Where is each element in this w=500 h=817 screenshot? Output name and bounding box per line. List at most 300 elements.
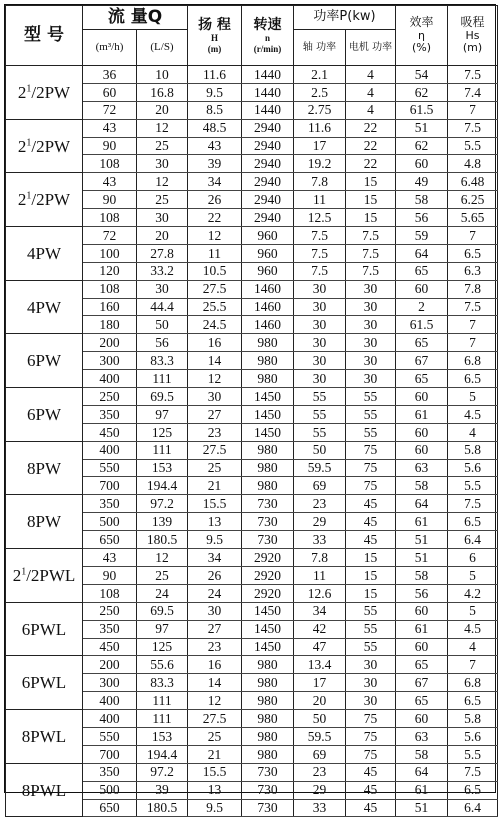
header-model: 型 号	[6, 6, 83, 66]
header-flow: 流 量Q	[83, 6, 188, 30]
cell-flow-ls: 10	[137, 66, 188, 84]
cell-flow-ls: 194.4	[137, 745, 188, 763]
table-row	[6, 441, 498, 459]
cell-efficiency: 67	[396, 352, 448, 370]
cell-head: 12	[188, 227, 242, 245]
cell-shaft-power: 50	[294, 710, 346, 728]
cell-suction: 4.5	[448, 405, 498, 423]
cell-head: 30	[188, 602, 242, 620]
model-cell	[6, 656, 83, 710]
cell-flow-m3h: 108	[83, 584, 137, 602]
model-cell	[6, 280, 83, 334]
cell-flow-m3h: 700	[83, 745, 137, 763]
cell-flow-ls: 125	[137, 638, 188, 656]
cell-efficiency: 64	[396, 495, 448, 513]
cell-flow-m3h: 43	[83, 119, 137, 137]
cell-efficiency: 65	[396, 692, 448, 710]
cell-flow-m3h: 450	[83, 638, 137, 656]
cell-suction: 6.5	[448, 513, 498, 531]
cell-flow-ls: 97	[137, 405, 188, 423]
cell-flow-m3h: 200	[83, 656, 137, 674]
cell-shaft-power: 29	[294, 781, 346, 799]
cell-motor-power: 4	[346, 83, 396, 101]
cell-suction: 6	[448, 549, 498, 567]
cell-shaft-power: 13.4	[294, 656, 346, 674]
cell-flow-ls: 111	[137, 710, 188, 728]
cell-efficiency: 59	[396, 227, 448, 245]
cell-flow-m3h: 160	[83, 298, 137, 316]
cell-speed: 980	[242, 352, 294, 370]
table-row	[6, 227, 498, 245]
pump-spec-table	[5, 5, 498, 817]
cell-motor-power: 30	[346, 316, 396, 334]
cell-shaft-power: 19.2	[294, 155, 346, 173]
model-name: 8PW	[27, 512, 61, 532]
model-fraction-numerator: 1	[21, 566, 27, 578]
cell-suction: 7.5	[448, 119, 498, 137]
cell-head: 23	[188, 638, 242, 656]
cell-speed: 1440	[242, 83, 294, 101]
cell-shaft-power: 69	[294, 745, 346, 763]
cell-shaft-power: 59.5	[294, 727, 346, 745]
cell-flow-m3h: 650	[83, 531, 137, 549]
header-suction-unit: (m)	[462, 41, 483, 55]
model-name: 6PW	[27, 404, 61, 424]
cell-efficiency: 64	[396, 244, 448, 262]
cell-suction: 6.5	[448, 244, 498, 262]
cell-motor-power: 30	[346, 352, 396, 370]
cell-head: 16	[188, 656, 242, 674]
cell-flow-m3h: 108	[83, 209, 137, 227]
cell-motor-power: 7.5	[346, 262, 396, 280]
cell-head: 24	[188, 584, 242, 602]
table-row	[6, 280, 498, 298]
cell-flow-m3h: 500	[83, 513, 137, 531]
model-name: 2	[17, 136, 27, 156]
cell-flow-ls: 194.4	[137, 477, 188, 495]
cell-speed: 980	[242, 459, 294, 477]
cell-shaft-power: 7.5	[294, 244, 346, 262]
cell-shaft-power: 50	[294, 441, 346, 459]
cell-flow-ls: 44.4	[137, 298, 188, 316]
cell-shaft-power: 33	[294, 799, 346, 817]
cell-shaft-power: 69	[294, 477, 346, 495]
cell-flow-m3h: 250	[83, 602, 137, 620]
cell-flow-ls: 69.5	[137, 602, 188, 620]
cell-motor-power: 45	[346, 513, 396, 531]
cell-flow-ls: 50	[137, 316, 188, 334]
cell-suction: 7	[448, 101, 498, 119]
cell-head: 16	[188, 334, 242, 352]
model-cell	[6, 710, 83, 764]
cell-shaft-power: 29	[294, 513, 346, 531]
cell-efficiency: 54	[396, 66, 448, 84]
cell-suction: 7	[448, 656, 498, 674]
cell-suction: 7	[448, 227, 498, 245]
cell-speed: 2920	[242, 584, 294, 602]
cell-head: 27	[188, 620, 242, 638]
cell-flow-m3h: 400	[83, 370, 137, 388]
cell-speed: 1450	[242, 602, 294, 620]
cell-motor-power: 30	[346, 370, 396, 388]
cell-motor-power: 15	[346, 191, 396, 209]
cell-suction: 5.8	[448, 441, 498, 459]
header-efficiency-symbol: η	[418, 28, 425, 42]
cell-flow-m3h: 90	[83, 566, 137, 584]
cell-flow-ls: 153	[137, 727, 188, 745]
cell-suction: 7.4	[448, 83, 498, 101]
header-speed-symbol: n	[264, 32, 270, 43]
model-name: 8PW	[27, 458, 61, 478]
cell-flow-m3h: 550	[83, 727, 137, 745]
cell-shaft-power: 17	[294, 674, 346, 692]
cell-speed: 980	[242, 334, 294, 352]
cell-head: 25	[188, 727, 242, 745]
cell-shaft-power: 7.5	[294, 262, 346, 280]
cell-suction: 7	[448, 316, 498, 334]
cell-head: 27.5	[188, 280, 242, 298]
cell-efficiency: 62	[396, 83, 448, 101]
model-cell	[6, 119, 83, 173]
header-motor-power: 电机 功率	[346, 30, 396, 66]
table-row	[6, 602, 498, 620]
cell-efficiency: 61	[396, 620, 448, 638]
cell-suction: 4.5	[448, 620, 498, 638]
header-efficiency	[396, 6, 448, 66]
header-head-symbol: H	[210, 32, 218, 43]
cell-efficiency: 2	[396, 298, 448, 316]
cell-shaft-power: 30	[294, 316, 346, 334]
cell-flow-m3h: 400	[83, 710, 137, 728]
cell-head: 23	[188, 423, 242, 441]
cell-head: 11	[188, 244, 242, 262]
cell-suction: 6.4	[448, 531, 498, 549]
header-power: 功率P(kw)	[294, 6, 396, 30]
cell-efficiency: 60	[396, 423, 448, 441]
cell-flow-ls: 139	[137, 513, 188, 531]
cell-speed: 980	[242, 441, 294, 459]
cell-flow-ls: 30	[137, 155, 188, 173]
header-suction	[448, 6, 498, 66]
cell-head: 26	[188, 566, 242, 584]
cell-shaft-power: 11.6	[294, 119, 346, 137]
cell-efficiency: 58	[396, 191, 448, 209]
cell-suction: 5	[448, 388, 498, 406]
header-suction-label: 吸程	[460, 14, 485, 29]
cell-suction: 5.6	[448, 727, 498, 745]
cell-flow-ls: 83.3	[137, 352, 188, 370]
cell-speed: 960	[242, 227, 294, 245]
header-speed-label: 转速	[253, 16, 282, 33]
cell-efficiency: 61	[396, 513, 448, 531]
cell-head: 9.5	[188, 531, 242, 549]
cell-speed: 1450	[242, 405, 294, 423]
cell-speed: 1450	[242, 423, 294, 441]
cell-flow-m3h: 72	[83, 101, 137, 119]
cell-efficiency: 63	[396, 727, 448, 745]
header-head	[188, 6, 242, 66]
cell-flow-m3h: 108	[83, 280, 137, 298]
cell-efficiency: 61	[396, 781, 448, 799]
cell-head: 12	[188, 370, 242, 388]
cell-motor-power: 30	[346, 674, 396, 692]
model-name: 6PW	[27, 351, 61, 371]
cell-speed: 2920	[242, 549, 294, 567]
cell-flow-ls: 25	[137, 191, 188, 209]
model-cell	[6, 388, 83, 442]
cell-suction: 6.5	[448, 692, 498, 710]
cell-head: 30	[188, 388, 242, 406]
cell-speed: 730	[242, 799, 294, 817]
cell-suction: 5	[448, 602, 498, 620]
model-cell	[6, 173, 83, 227]
cell-flow-m3h: 250	[83, 388, 137, 406]
cell-head: 14	[188, 674, 242, 692]
cell-suction: 5	[448, 566, 498, 584]
cell-shaft-power: 55	[294, 405, 346, 423]
cell-head: 34	[188, 549, 242, 567]
cell-efficiency: 51	[396, 549, 448, 567]
table-row	[6, 173, 498, 191]
model-name-suffix: /2PW	[31, 136, 71, 156]
cell-flow-ls: 97	[137, 620, 188, 638]
cell-flow-ls: 39	[137, 781, 188, 799]
cell-shaft-power: 47	[294, 638, 346, 656]
cell-head: 22	[188, 209, 242, 227]
cell-shaft-power: 11	[294, 566, 346, 584]
cell-flow-ls: 30	[137, 280, 188, 298]
cell-efficiency: 60	[396, 441, 448, 459]
cell-efficiency: 64	[396, 763, 448, 781]
cell-motor-power: 45	[346, 495, 396, 513]
header-efficiency-unit: (%)	[411, 41, 432, 55]
cell-flow-m3h: 350	[83, 763, 137, 781]
cell-flow-ls: 30	[137, 209, 188, 227]
cell-head: 11.6	[188, 66, 242, 84]
cell-motor-power: 7.5	[346, 244, 396, 262]
cell-motor-power: 4	[346, 66, 396, 84]
cell-shaft-power: 7.5	[294, 227, 346, 245]
cell-shaft-power: 34	[294, 602, 346, 620]
cell-shaft-power: 17	[294, 137, 346, 155]
cell-head: 10.5	[188, 262, 242, 280]
cell-suction: 4	[448, 423, 498, 441]
cell-motor-power: 55	[346, 620, 396, 638]
cell-flow-ls: 97.2	[137, 495, 188, 513]
cell-flow-ls: 16.8	[137, 83, 188, 101]
cell-efficiency: 51	[396, 531, 448, 549]
cell-suction: 7.8	[448, 280, 498, 298]
cell-efficiency: 58	[396, 745, 448, 763]
cell-head: 12	[188, 692, 242, 710]
cell-suction: 5.65	[448, 209, 498, 227]
cell-head: 15.5	[188, 763, 242, 781]
cell-head: 24.5	[188, 316, 242, 334]
cell-flow-m3h: 43	[83, 549, 137, 567]
cell-efficiency: 67	[396, 674, 448, 692]
cell-efficiency: 60	[396, 710, 448, 728]
cell-head: 27.5	[188, 710, 242, 728]
cell-suction: 6.8	[448, 352, 498, 370]
cell-motor-power: 45	[346, 531, 396, 549]
cell-efficiency: 65	[396, 370, 448, 388]
cell-flow-m3h: 200	[83, 334, 137, 352]
cell-shaft-power: 42	[294, 620, 346, 638]
cell-efficiency: 65	[396, 656, 448, 674]
cell-efficiency: 60	[396, 155, 448, 173]
table-row	[6, 710, 498, 728]
cell-motor-power: 15	[346, 209, 396, 227]
cell-flow-ls: 111	[137, 441, 188, 459]
cell-suction: 6.5	[448, 781, 498, 799]
cell-shaft-power: 12.6	[294, 584, 346, 602]
model-name-suffix: /2PW	[31, 190, 71, 210]
cell-motor-power: 22	[346, 155, 396, 173]
cell-flow-m3h: 650	[83, 799, 137, 817]
cell-speed: 2940	[242, 137, 294, 155]
cell-suction: 7.5	[448, 66, 498, 84]
cell-efficiency: 60	[396, 638, 448, 656]
cell-efficiency: 60	[396, 602, 448, 620]
cell-flow-ls: 27.8	[137, 244, 188, 262]
cell-suction: 4.8	[448, 155, 498, 173]
cell-speed: 730	[242, 781, 294, 799]
model-cell	[6, 602, 83, 656]
header-efficiency-label: 效率	[409, 14, 434, 29]
cell-shaft-power: 23	[294, 495, 346, 513]
cell-motor-power: 75	[346, 441, 396, 459]
cell-flow-ls: 24	[137, 584, 188, 602]
cell-flow-ls: 180.5	[137, 531, 188, 549]
cell-speed: 730	[242, 531, 294, 549]
cell-flow-ls: 25	[137, 566, 188, 584]
cell-speed: 2940	[242, 155, 294, 173]
cell-shaft-power: 2.75	[294, 101, 346, 119]
cell-motor-power: 75	[346, 745, 396, 763]
cell-motor-power: 45	[346, 799, 396, 817]
cell-motor-power: 22	[346, 137, 396, 155]
cell-suction: 6.48	[448, 173, 498, 191]
cell-flow-m3h: 90	[83, 137, 137, 155]
cell-shaft-power: 23	[294, 763, 346, 781]
cell-speed: 730	[242, 763, 294, 781]
header-shaft-power: 轴 功率	[294, 30, 346, 66]
cell-motor-power: 30	[346, 692, 396, 710]
cell-head: 21	[188, 745, 242, 763]
cell-speed: 2920	[242, 566, 294, 584]
table-body	[6, 66, 498, 817]
cell-flow-ls: 25	[137, 137, 188, 155]
header-head-label: 扬 程	[198, 16, 231, 33]
cell-flow-m3h: 500	[83, 781, 137, 799]
cell-flow-ls: 20	[137, 227, 188, 245]
cell-speed: 1440	[242, 66, 294, 84]
model-name: 8PWL	[21, 780, 67, 800]
cell-shaft-power: 30	[294, 298, 346, 316]
model-cell	[6, 549, 83, 603]
cell-efficiency: 63	[396, 459, 448, 477]
cell-motor-power: 30	[346, 298, 396, 316]
model-cell	[6, 495, 83, 549]
cell-shaft-power: 33	[294, 531, 346, 549]
cell-suction: 4.2	[448, 584, 498, 602]
cell-head: 34	[188, 173, 242, 191]
cell-head: 26	[188, 191, 242, 209]
cell-suction: 6.4	[448, 799, 498, 817]
cell-shaft-power: 20	[294, 692, 346, 710]
table-row	[6, 119, 498, 137]
model-fraction-numerator: 1	[26, 190, 32, 202]
cell-flow-m3h: 400	[83, 692, 137, 710]
cell-flow-m3h: 36	[83, 66, 137, 84]
header-speed	[242, 6, 294, 66]
cell-head: 15.5	[188, 495, 242, 513]
cell-motor-power: 7.5	[346, 227, 396, 245]
cell-head: 25	[188, 459, 242, 477]
cell-flow-m3h: 60	[83, 83, 137, 101]
cell-efficiency: 60	[396, 280, 448, 298]
cell-efficiency: 61.5	[396, 101, 448, 119]
model-name: 8PWL	[21, 726, 67, 746]
cell-head: 39	[188, 155, 242, 173]
cell-flow-ls: 83.3	[137, 674, 188, 692]
cell-head: 13	[188, 513, 242, 531]
cell-flow-m3h: 400	[83, 441, 137, 459]
model-fraction-numerator: 1	[26, 83, 32, 95]
cell-motor-power: 75	[346, 710, 396, 728]
cell-flow-ls: 111	[137, 692, 188, 710]
cell-shaft-power: 7.8	[294, 173, 346, 191]
cell-shaft-power: 30	[294, 280, 346, 298]
cell-flow-m3h: 350	[83, 620, 137, 638]
cell-flow-m3h: 180	[83, 316, 137, 334]
cell-speed: 1450	[242, 620, 294, 638]
cell-flow-m3h: 100	[83, 244, 137, 262]
cell-speed: 980	[242, 727, 294, 745]
cell-suction: 7.5	[448, 298, 498, 316]
header-suction-symbol: Hs	[465, 28, 480, 42]
cell-flow-ls: 56	[137, 334, 188, 352]
cell-motor-power: 30	[346, 280, 396, 298]
cell-suction: 5.5	[448, 745, 498, 763]
cell-flow-m3h: 350	[83, 495, 137, 513]
cell-flow-ls: 12	[137, 119, 188, 137]
cell-efficiency: 49	[396, 173, 448, 191]
cell-motor-power: 55	[346, 423, 396, 441]
table-row	[6, 656, 498, 674]
cell-head: 8.5	[188, 101, 242, 119]
cell-flow-m3h: 350	[83, 405, 137, 423]
cell-flow-m3h: 300	[83, 352, 137, 370]
cell-speed: 1460	[242, 298, 294, 316]
cell-speed: 1460	[242, 316, 294, 334]
cell-speed: 980	[242, 656, 294, 674]
cell-speed: 2940	[242, 191, 294, 209]
cell-efficiency: 51	[396, 119, 448, 137]
cell-motor-power: 55	[346, 405, 396, 423]
cell-efficiency: 58	[396, 477, 448, 495]
cell-efficiency: 51	[396, 799, 448, 817]
table-row	[6, 495, 498, 513]
cell-motor-power: 45	[346, 763, 396, 781]
cell-flow-ls: 125	[137, 423, 188, 441]
cell-flow-m3h: 90	[83, 191, 137, 209]
cell-motor-power: 75	[346, 727, 396, 745]
pump-spec-sheet	[4, 4, 496, 816]
model-cell	[6, 66, 83, 120]
cell-suction: 6.3	[448, 262, 498, 280]
cell-motor-power: 30	[346, 334, 396, 352]
